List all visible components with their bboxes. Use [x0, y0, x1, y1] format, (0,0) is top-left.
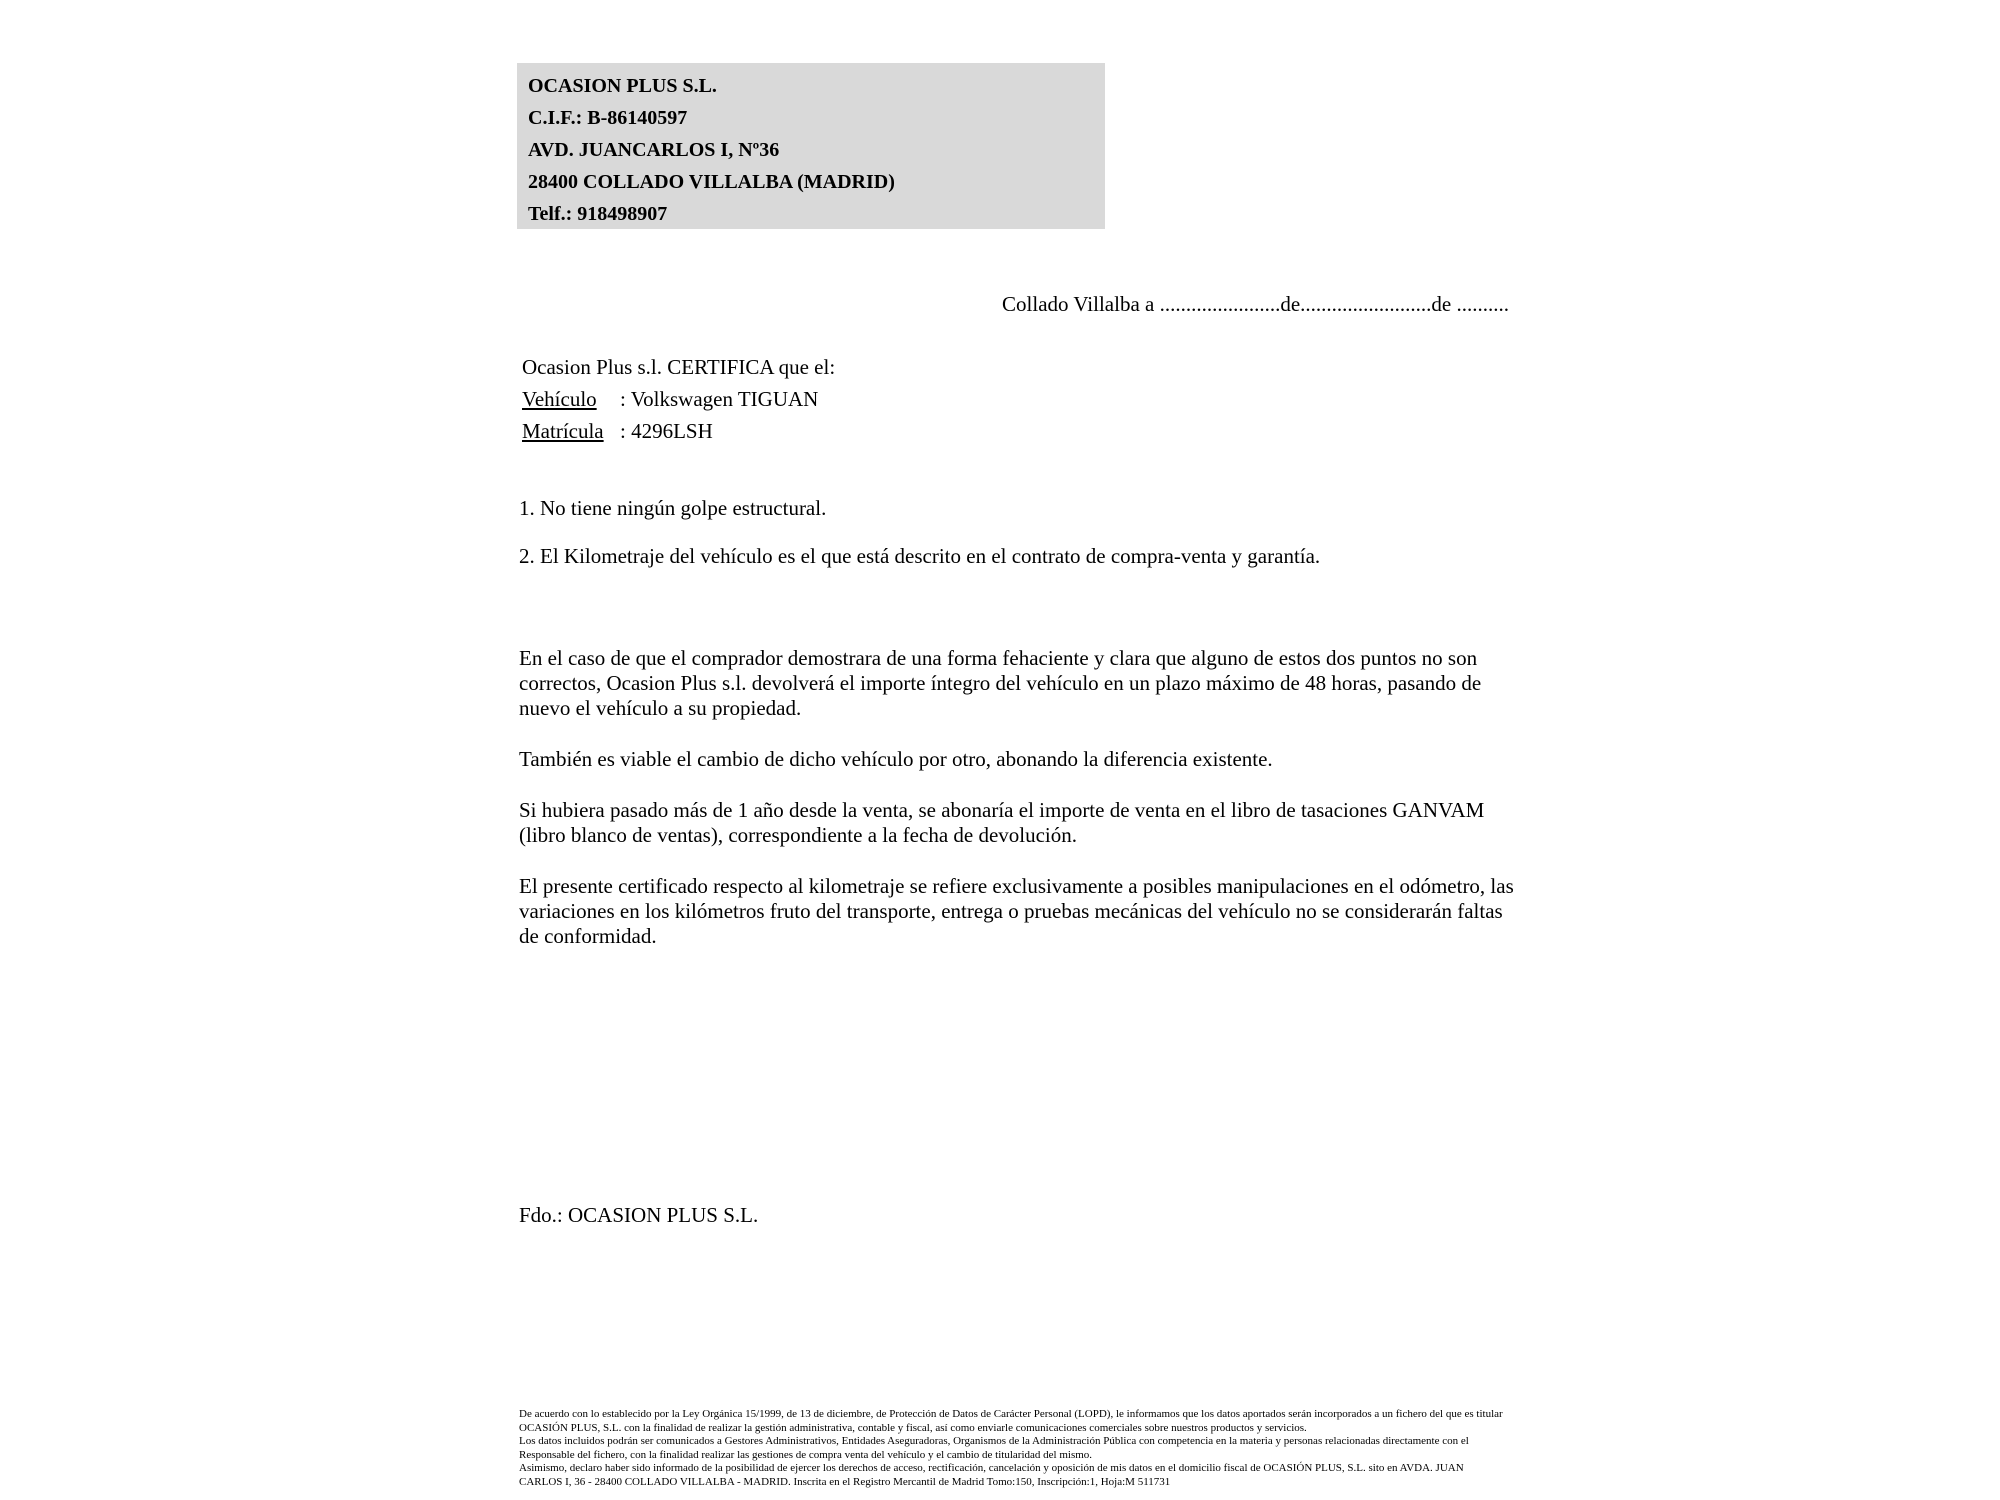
- paragraph-ganvam: Si hubiera pasado más de 1 año desde la venta, se abonaría el importe de venta en el libro de tasaciones GANVAM (libro blanco de ventas), correspondiente a la fecha de devolución.: [519, 798, 1485, 847]
- vehicle-label: Vehículo: [522, 387, 597, 411]
- legal-line-1: De acuerdo con lo establecido por la Ley Orgánica 15/1999, de 13 de diciembre, de Protección de Datos de Carácter Personal (LOPD), le informamos que los datos aportados serán incorporados a un fichero del que es titular: [519, 1408, 1503, 1420]
- legal-line-4: Responsable del fichero, con la finalidad realizar las gestiones de compra venta del vehículo y el cambio de titularidad del mismo.: [519, 1448, 1093, 1461]
- legal-line-6: CARLOS I, 36 - 28400 COLLADO VILLALBA - MADRID. Inscrita en el Registro Mercantil de Madrid Tomo:150, Inscripción:1, Hoja:M 511731: [519, 1475, 1171, 1488]
- certified-points-list: [519, 496, 1524, 592]
- plate-label: Matrícula: [522, 419, 604, 443]
- terms-paragraphs: [519, 646, 1519, 975]
- company-name: OCASION PLUS S.L.: [528, 75, 717, 97]
- legal-fine-print: [519, 1408, 1503, 1489]
- signature-line: Fdo.: OCASION PLUS S.L.: [519, 1203, 759, 1227]
- company-phone: Telf.: 918498907: [528, 203, 668, 225]
- company-city: 28400 COLLADO VILLALBA (MADRID): [528, 171, 895, 193]
- paragraph-exchange: También es viable el cambio de dicho vehículo por otro, abonando la diferencia existente.: [519, 747, 1273, 771]
- paragraph-odometer: El presente certificado respecto al kilometraje se refiere exclusivamente a posibles manipulaciones en el odómetro, las variaciones en los kilómetros fruto del transporte, entrega o pruebas mecánicas del vehículo no se considerarán faltas de conformidad.: [519, 874, 1514, 948]
- company-header-box: [517, 63, 1105, 229]
- legal-line-2: OCASIÓN PLUS, S.L. con la finalidad de realizar la gestión administrativa, contable y fiscal, así como enviarle comunicaciones comerciales sobre nuestros productos y servicios.: [519, 1421, 1307, 1434]
- plate-row: [522, 415, 835, 447]
- company-cif: C.I.F.: B-86140597: [528, 107, 688, 129]
- point-1: 1. No tiene ningún golpe estructural.: [519, 496, 827, 520]
- vehicle-value: : Volkswagen TIGUAN: [620, 387, 819, 411]
- date-fill-in-line: Collado Villalba a .......................de.........................de ..........: [1002, 292, 1509, 316]
- certification-block: [522, 351, 835, 447]
- legal-line-5: Asimismo, declaro haber sido informado de la posibilidad de ejercer los derechos de acceso, rectificación, cancelación y oposición de mis datos en el domicilio fiscal de OCASIÓN PLUS, S.L. sito en AVDA. JUAN: [519, 1462, 1464, 1474]
- vehicle-row: [522, 383, 835, 415]
- point-2: 2. El Kilometraje del vehículo es el que está descrito en el contrato de compra-venta y garantía.: [519, 544, 1321, 568]
- legal-line-3: Los datos incluidos podrán ser comunicados a Gestores Administrativos, Entidades Aseguradoras, Organismos de la Administración Pública con competencia en la materia y personas relacionadas directamente con el: [519, 1435, 1469, 1447]
- plate-value: : 4296LSH: [620, 419, 713, 443]
- certify-intro: Ocasion Plus s.l. CERTIFICA que el:: [522, 355, 836, 379]
- company-address: AVD. JUANCARLOS I, Nº36: [528, 139, 780, 161]
- paragraph-refund: En el caso de que el comprador demostrara de una forma fehaciente y clara que alguno de estos dos puntos no son correctos, Ocasion Plus s.l. devolverá el importe íntegro del vehículo en un plazo máximo de 48 horas, pasando de nuevo el vehículo a su propiedad.: [519, 646, 1482, 720]
